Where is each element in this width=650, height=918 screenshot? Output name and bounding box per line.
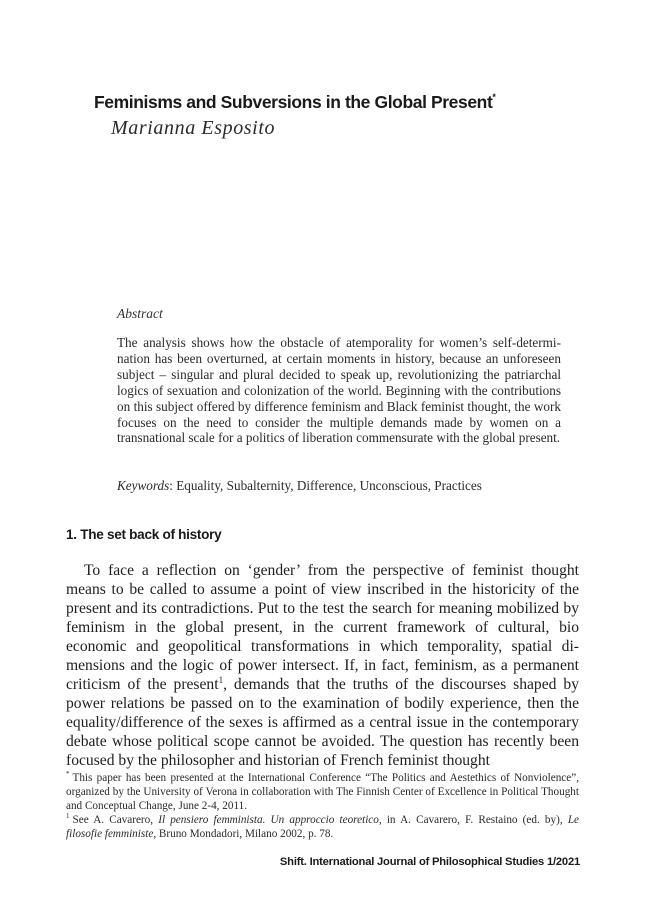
abstract-heading: Abstract <box>117 306 163 321</box>
paragraph-text-part1: To face a reflection on ‘gender’ from the perspective of feminist thought means to be called to assume a point of view inscribed in the historicity of the present and its contradictions. Put to the test the search for meaning mobilized by feminism in the global present, in the current framework of cultural, bio economic and geopolitical transformations in which temporality, spatial dimensions and the logic of power intersect. If, in fact, feminism, as a permanent criticism of the present <box>66 562 579 693</box>
footnote-1-book-title-2: Le filosofie femministe <box>66 814 579 840</box>
footnote-star <box>66 771 579 813</box>
footnote-1-mark: 1 <box>66 812 70 821</box>
footnotes <box>66 771 579 841</box>
keywords-label: Keywords <box>117 478 170 493</box>
author-name: Marianna Esposito <box>111 117 276 139</box>
article-title <box>94 92 496 113</box>
article-title-text: Feminisms and Subversions in the Global Present <box>94 92 493 112</box>
footnote-star-text: This paper has been presented at the International Conference “The Politics and Aestethics of Nonviolence”, organized by the University of Verona in collaboration with The Finnish Center of Excellence in Political Thought and Conceptual Change, June 2-4, 2011. <box>66 772 579 812</box>
footnote-1-lead: See A. Cavarero, <box>72 814 159 826</box>
footnote-1 <box>66 813 579 841</box>
footnote-ref-1[interactable]: 1 <box>218 674 224 685</box>
footnote-1-middle: , in A. Cavarero, F. Restaino (ed. by), <box>378 814 568 826</box>
footnote-star-mark: * <box>66 770 70 779</box>
footnote-1-book-title: Il pensiero femminista. Un approccio teoretico <box>158 814 379 826</box>
body-paragraph <box>66 561 579 770</box>
title-footnote-mark[interactable]: * <box>492 92 496 103</box>
running-footer: Shift. International Journal of Philosophical Studies 1/2021 <box>279 856 580 868</box>
footnote-1-tail: , Bruno Mondadori, Milano 2002, p. 78. <box>153 828 334 840</box>
section-heading: 1. The set back of history <box>66 527 222 542</box>
keywords-list: : Equality, Subalternity, Difference, Unconscious, Practices <box>169 478 482 493</box>
abstract-text: The analysis shows how the obstacle of atemporality for women’s self-determination has been overturned, at certain moments in history, because an unforeseen subject – singular and plural decided to speak up, revolutionizing the patriarchal logics of sexuation and colonization of the world. Beginning with the contributions on this subject offered by difference feminism and Black feminist thought, the work focuses on the need to consider the multiple demands made by women on a transnational scale for a politics of liberation commensurate with the global present. <box>117 335 561 446</box>
keywords-line <box>117 478 482 494</box>
paragraph-text-part2: , demands that the truths of the discourses shaped by power relations be passed on to the examination of bodily experience, then the equality/difference of the sexes is affirmed as a central issue in the contemporary debate whose political scope cannot be avoided. The question has recently been focused by the philosopher and historian of French feminist thought <box>66 676 579 769</box>
